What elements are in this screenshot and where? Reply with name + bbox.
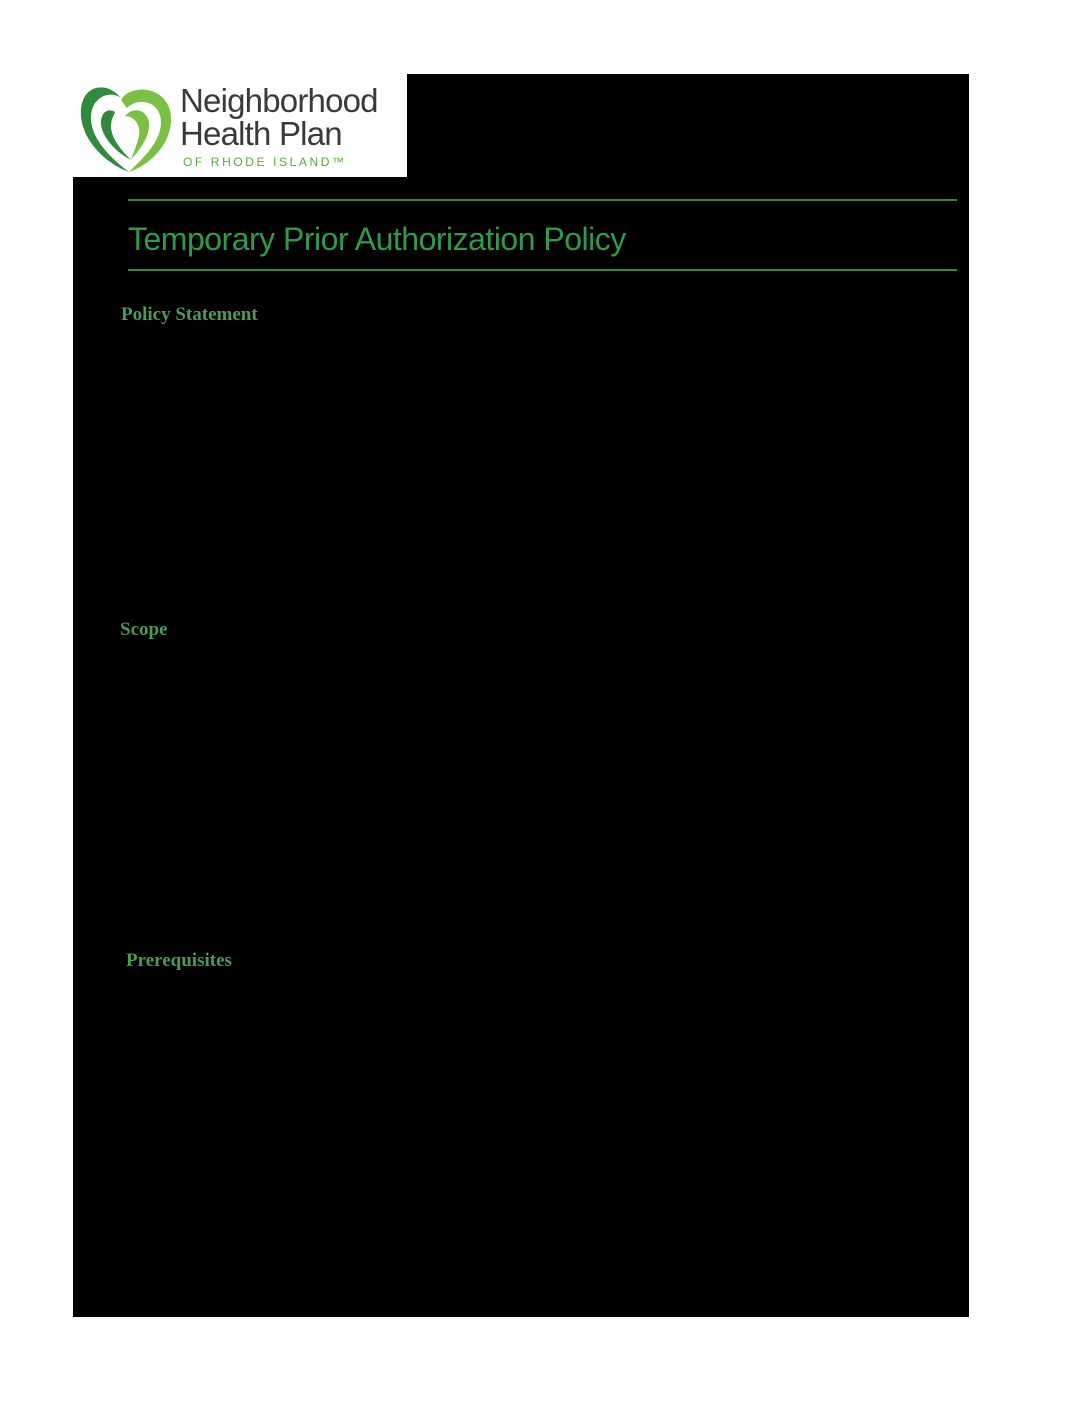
title-top-rule xyxy=(128,199,957,201)
policy-statement-heading: Policy Statement xyxy=(121,304,258,325)
document-page-body xyxy=(73,74,969,1317)
document-title: Temporary Prior Authorization Policy xyxy=(128,221,626,257)
logo-name-line-2: Health Plan xyxy=(180,115,342,152)
logo-subtitle: OF RHODE ISLAND™ xyxy=(183,155,347,169)
title-bottom-rule xyxy=(128,269,957,271)
prerequisites-heading: Prerequisites xyxy=(126,950,232,971)
logo-name xyxy=(180,84,378,150)
scope-heading: Scope xyxy=(120,619,168,640)
logo-name-line-1: Neighborhood xyxy=(180,82,378,119)
heart-logo-icon xyxy=(77,78,175,174)
logo xyxy=(73,74,407,177)
